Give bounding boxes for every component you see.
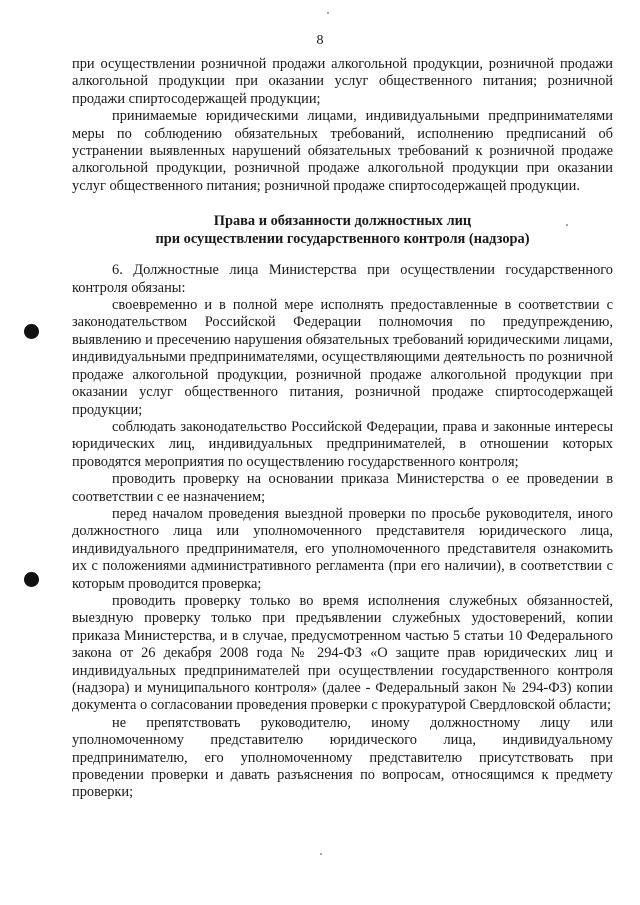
- duty-item: своевременно и в полной мере исполнять предоставленные в соответствии с законодательством Российской Федерации полномочия по предупреждению, выявлению и пресечению нарушения обязательных требований юридическими лицами, индивидуальными предпринимателями, осуществляющими деятельность по розничной продаже алкогольной продукции, розничной продаже алкогольной продукции при оказании услуг общественного питания, розничной продаже спиртосодержащей продукции;: [72, 297, 613, 418]
- duty-item: проводить проверку только во время исполнения служебных обязанностей, выездную проверку только при предъявлении служебных удостоверений, копии приказа Министерства, и в случае, предусмотренном частью 5 статьи 10 Федерального закона от 26 декабря 2008 года № 294-ФЗ «О защите прав юридических лиц и индивидуальных предпринимателей при осуществлении государственного контроля (надзора) и муниципального контроля» (далее - Федеральный закон № 294-ФЗ) копии документа о согласовании проведения проверки с прокуратурой Свердловской области;: [72, 592, 613, 714]
- body-text: [72, 56, 613, 802]
- intro-paragraph: принимаемые юридическими лицами, индивидуальными предпринимателями меры по соблюдению обязательных требований, исполнению предписаний об устранении выявленных нарушений обязательных требований к розничной продаже алкогольной продукции, розничной продаже алкогольной продукции при оказании услуг общественного питания; розничной продаже спиртосодержащей продукции.: [72, 108, 613, 194]
- scan-speck: [320, 853, 322, 855]
- duty-item: проводить проверку на основании приказа Министерства о ее проведении в соответствии с ее назначением;: [72, 471, 613, 505]
- duty-item: перед началом проведения выездной проверки по просьбе руководителя, иного должностного лица или уполномоченного представителя юридического лица, индивидуального предпринимателя, его уполномоченного представителя ознакомить их с положениями административного регламента (при его наличии), в соответствии с которым проводится проверка;: [72, 505, 613, 592]
- section-heading: [72, 212, 613, 248]
- punch-hole-bottom: [24, 572, 39, 587]
- paragraph-6: 6. Должностные лица Министерства при осуществлении государственного контроля обязаны:: [72, 262, 613, 296]
- scan-speck: [327, 12, 329, 14]
- duty-item: соблюдать законодательство Российской Федерации, права и законные интересы юридических лиц, индивидуальных предпринимателей, в отношении которых проводятся мероприятия по осуществлению государственного контроля;: [72, 418, 613, 470]
- page-number: 8: [316, 33, 324, 48]
- punch-hole-top: [24, 324, 39, 339]
- section-heading-line2: при осуществлении государственного контроля (надзора): [155, 231, 530, 248]
- intro-paragraph: при осуществлении розничной продажи алкогольной продукции, розничной продажи алкогольной продукции при оказании услуг общественного питания; розничной продажи спиртосодержащей продукции;: [72, 56, 613, 107]
- section-heading-line1: Права и обязанности должностных лиц: [213, 213, 472, 230]
- duty-item: не препятствовать руководителю, иному должностному лицу или уполномоченному представителю юридического лица, индивидуальному предпринимателю, его уполномоченному представителю присутствовать при проведении проверки и давать разъяснения по вопросам, относящимся к предмету проверки;: [72, 714, 613, 801]
